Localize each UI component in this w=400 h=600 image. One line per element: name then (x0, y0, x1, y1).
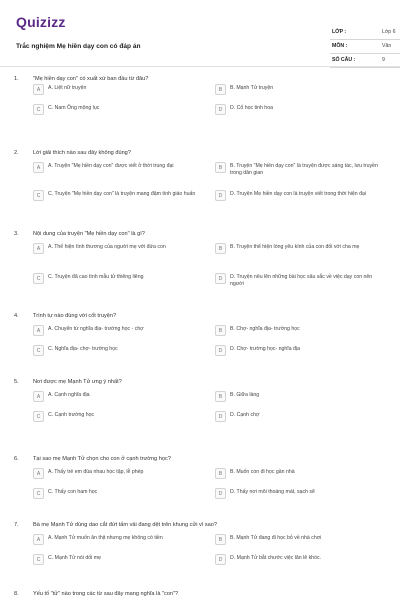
option-text: A. Chuyển từ nghĩa địa- trường học - chợ (48, 326, 144, 332)
option-text: C. Nghĩa địa- chợ- trường học (48, 346, 118, 352)
option-letter-badge: B (215, 468, 226, 479)
option-letter-badge: C (33, 554, 44, 565)
option-letter-badge: D (215, 190, 226, 201)
option-text: D. Mạnh Tử bắt chước việc lăn lê khóc. (230, 555, 321, 561)
question-number: 2. (14, 150, 19, 156)
option-text: A. Truyện "Mẹ hiền dạy con" được viết ở thời trung đại (48, 163, 174, 169)
question-text: Trình tự nào đúng với cốt truyện? (33, 313, 117, 319)
option-text: C. Nam Ông mộng lục (48, 105, 100, 111)
answer-option-d[interactable] (215, 554, 387, 565)
option-text: A. Thể hiện tình thương của người mẹ với đứa con (48, 244, 166, 250)
question-text: Nội dung của truyện "Mẹ hiền dạy con" là gì? (33, 231, 145, 237)
question-number: 3. (14, 231, 19, 237)
answer-option-a[interactable] (33, 468, 205, 479)
meta-row-subject (330, 40, 400, 54)
option-letter-badge: A (33, 534, 44, 545)
option-text: B. Truyện thể hiện lòng yêu kính của con đối với cha mẹ (230, 244, 360, 250)
answer-option-b[interactable] (215, 391, 387, 402)
option-text: D. Cạnh chợ (230, 412, 260, 418)
answer-option-a[interactable] (33, 391, 205, 402)
option-letter-badge: A (33, 84, 44, 95)
option-text: B. Giữa làng (230, 392, 260, 398)
meta-label: LỚP : (332, 29, 347, 35)
option-letter-badge: D (215, 104, 226, 115)
answer-option-c[interactable] (33, 273, 205, 284)
option-text: D. Chợ- trường học- nghĩa địa (230, 346, 300, 352)
option-letter-badge: D (215, 273, 226, 284)
meta-value: Văn (382, 43, 392, 49)
option-letter-badge: C (33, 411, 44, 422)
question-number: 1. (14, 76, 19, 82)
option-letter-badge: B (215, 243, 226, 254)
answer-option-a[interactable] (33, 162, 205, 173)
answer-option-b[interactable] (215, 162, 387, 177)
answer-option-b[interactable] (215, 243, 387, 254)
option-text: A. Liệt nữ truyện (48, 85, 87, 91)
answer-option-c[interactable] (33, 345, 205, 356)
question-number: 6. (14, 456, 19, 462)
option-letter-badge: C (33, 488, 44, 499)
question-number: 5. (14, 379, 19, 385)
option-text: C. Cạnh trường học (48, 412, 95, 418)
answer-option-b[interactable] (215, 325, 387, 336)
question-number: 8. (14, 591, 19, 597)
answer-option-a[interactable] (33, 534, 205, 545)
option-letter-badge: A (33, 391, 44, 402)
option-letter-badge: B (215, 391, 226, 402)
option-text: C. Truyện đã cao tình mẫu tử thiêng liêng (48, 274, 144, 280)
answer-option-d[interactable] (215, 104, 387, 115)
answer-option-d[interactable] (215, 411, 387, 422)
question-text: Nơi được mẹ Mạnh Tử ưng ý nhất? (33, 379, 122, 385)
option-letter-badge: C (33, 190, 44, 201)
option-letter-badge: A (33, 468, 44, 479)
question-text: "Mẹ hiền dạy con" có xuất xứ ban đầu từ đâu? (33, 76, 149, 82)
option-text: D. Truyện Mẹ hiền dạy con là truyện viết trong thời hiện đại (230, 191, 367, 197)
meta-value: 9 (382, 57, 385, 63)
option-text: D. Truyện nêu lên những bài học sâu sắc về việc dạy con nên người (230, 274, 373, 287)
option-text: A. Cạnh nghĩa địa (48, 392, 90, 398)
option-text: B. Mạnh Tử truyện (230, 85, 274, 91)
question-number: 7. (14, 522, 19, 528)
answer-option-b[interactable] (215, 534, 387, 545)
answer-option-b[interactable] (215, 468, 387, 479)
option-text: B. Muốn con đi học gần nhà (230, 469, 295, 475)
meta-label: MÔN : (332, 43, 348, 49)
answer-option-d[interactable] (215, 190, 387, 201)
option-text: B. Truyện "Mẹ hiền dạy con" là truyện được sáng tác, lưu truyền trong dân gian (230, 163, 378, 176)
worksheet-header (14, 12, 396, 63)
option-letter-badge: A (33, 325, 44, 336)
option-text: C. Thấy con ham học (48, 489, 98, 495)
option-letter-badge: A (33, 243, 44, 254)
meta-table (330, 26, 400, 68)
page-title: Trắc nghiệm Mẹ hiền dạy con có đáp án (16, 43, 141, 50)
option-letter-badge: B (215, 534, 226, 545)
option-letter-badge: C (33, 345, 44, 356)
option-text: A. Mạnh Tử muốn ăn thịt nhưng mẹ không có tiền (48, 535, 163, 541)
option-letter-badge: B (215, 325, 226, 336)
option-letter-badge: D (215, 554, 226, 565)
option-letter-badge: B (215, 84, 226, 95)
option-letter-badge: C (33, 104, 44, 115)
answer-option-a[interactable] (33, 325, 205, 336)
answer-option-c[interactable] (33, 411, 205, 422)
option-letter-badge: C (33, 273, 44, 284)
answer-option-a[interactable] (33, 84, 205, 95)
question-number: 4. (14, 313, 19, 319)
answer-option-d[interactable] (215, 273, 387, 288)
answer-option-d[interactable] (215, 488, 387, 499)
option-text: C. Truyện "Mẹ hiền dạy con" là truyện mang đậm tính giáo huấn (48, 191, 196, 197)
meta-row-grade (330, 26, 400, 40)
option-text: B. Chợ- nghĩa địa- trường học (230, 326, 300, 332)
quizizz-logo[interactable]: Quizizz (16, 14, 66, 30)
option-letter-badge: B (215, 162, 226, 173)
answer-option-c[interactable] (33, 190, 205, 201)
header-divider (0, 66, 400, 67)
option-text: D. Cổ học tinh hoa (230, 105, 273, 111)
option-text: C. Mạnh Tử nói dối mẹ (48, 555, 101, 561)
answer-option-c[interactable] (33, 554, 205, 565)
option-text: A. Thấy trẻ em đùa nhau học tập, lễ phép (48, 469, 144, 475)
answer-option-c[interactable] (33, 104, 205, 115)
question-text: Bà mẹ Mạnh Tử dùng dao cắt đứt tấm vải đang dệt trên khung cửi vì sao? (33, 522, 218, 528)
question-text: Lời giải thích nào sau đây không đúng? (33, 150, 131, 156)
answer-option-d[interactable] (215, 345, 387, 356)
question-text: Yếu tố "tử" nào trong các từ sau đây mang nghĩa là "con"? (33, 591, 179, 597)
option-letter-badge: D (215, 345, 226, 356)
option-letter-badge: D (215, 488, 226, 499)
option-text: B. Mạnh Tử đang đi học bỏ về nhà chơi (230, 535, 322, 541)
meta-value: Lớp 6 (382, 29, 396, 35)
option-text: D. Thấy nơi môi thoáng mát, sạch sẽ (230, 489, 315, 495)
meta-label: SỐ CÂU : (332, 57, 356, 63)
answer-option-a[interactable] (33, 243, 205, 254)
question-text: Tại sao mẹ Mạnh Tử chọn cho con ở cạnh trường học? (33, 456, 171, 462)
answer-option-b[interactable] (215, 84, 387, 95)
answer-option-c[interactable] (33, 488, 205, 499)
option-letter-badge: A (33, 162, 44, 173)
option-letter-badge: D (215, 411, 226, 422)
